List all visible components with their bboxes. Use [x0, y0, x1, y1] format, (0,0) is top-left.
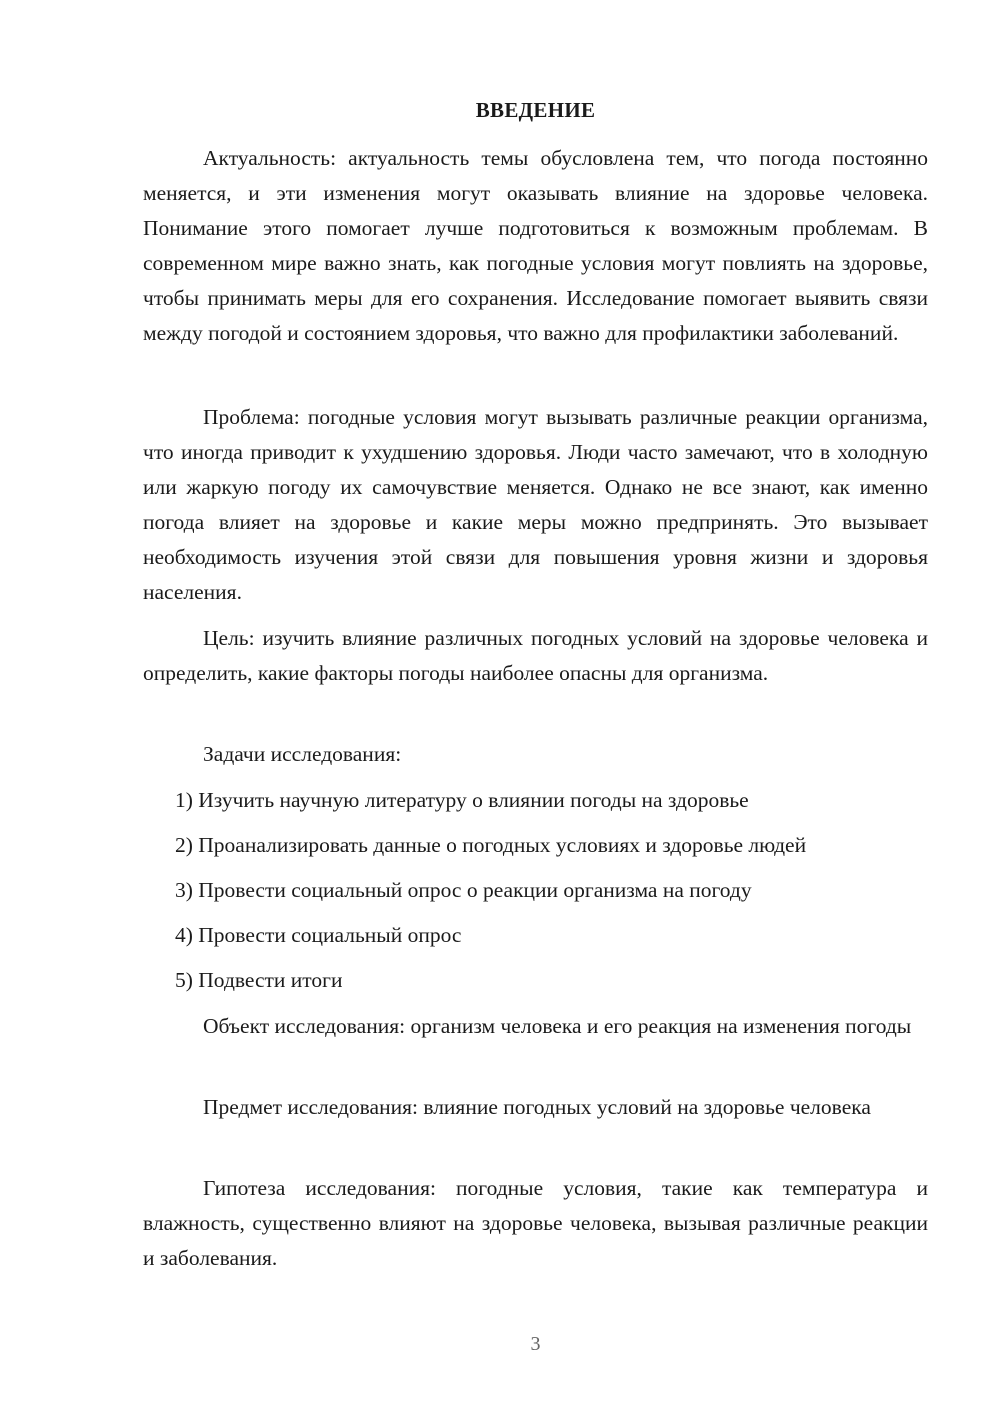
problem-paragraph: Проблема: погодные условия могут вызывать различные реакции организма, что иногда приводит к ухудшению здоровья. Люди часто замечают, что в холодную или жаркую погоду их самочувствие меняется. Однако не все знают, как именно погода влияет на здоровье и какие меры можно предпринять. Это вызывает необходимость изучения этой связи для повышения уровня жизни и здоровья населения. — [143, 405, 928, 604]
task-item-4: 4) Провести социальный опрос — [175, 923, 462, 947]
goal-paragraph: Цель: изучить влияние различных погодных условий на здоровье человека и определить, какие факторы погоды наиболее опасны для организма. — [143, 626, 928, 685]
task-item-3: 3) Провести социальный опрос о реакции организма на погоду — [175, 878, 752, 902]
task-item-2: 2) Проанализировать данные о погодных условиях и здоровье людей — [175, 833, 807, 857]
hypothesis-paragraph: Гипотеза исследования: погодные условия, такие как температура и влажность, существенно влияют на здоровье человека, вызывая различные реакции и заболевания. — [143, 1176, 928, 1270]
tasks-heading: Задачи исследования: — [203, 742, 402, 766]
task-item-5: 5) Подвести итоги — [175, 968, 343, 992]
task-item-1: 1) Изучить научную литературу о влиянии погоды на здоровье — [175, 788, 749, 812]
document-page — [143, 0, 928, 1414]
page-number: 3 — [530, 1333, 541, 1355]
relevance-paragraph: Актуальность: актуальность темы обусловлена тем, что погода постоянно меняется, и эти изменения могут оказывать влияние на здоровье человека. Понимание этого помогает лучше подготовиться к возможным проблемам. В современном мире важно знать, как погодные условия могут повлиять на здоровье, чтобы принимать меры для его сохранения. Исследование помогает выявить связи между погодой и состоянием здоровья, что важно для профилактики заболеваний. — [143, 146, 928, 345]
object-paragraph: Объект исследования: организм человека и его реакция на изменения погоды — [203, 1014, 912, 1038]
page-title: ВВЕДЕНИЕ — [475, 98, 596, 122]
subject-paragraph: Предмет исследования: влияние погодных условий на здоровье человека — [203, 1095, 871, 1119]
